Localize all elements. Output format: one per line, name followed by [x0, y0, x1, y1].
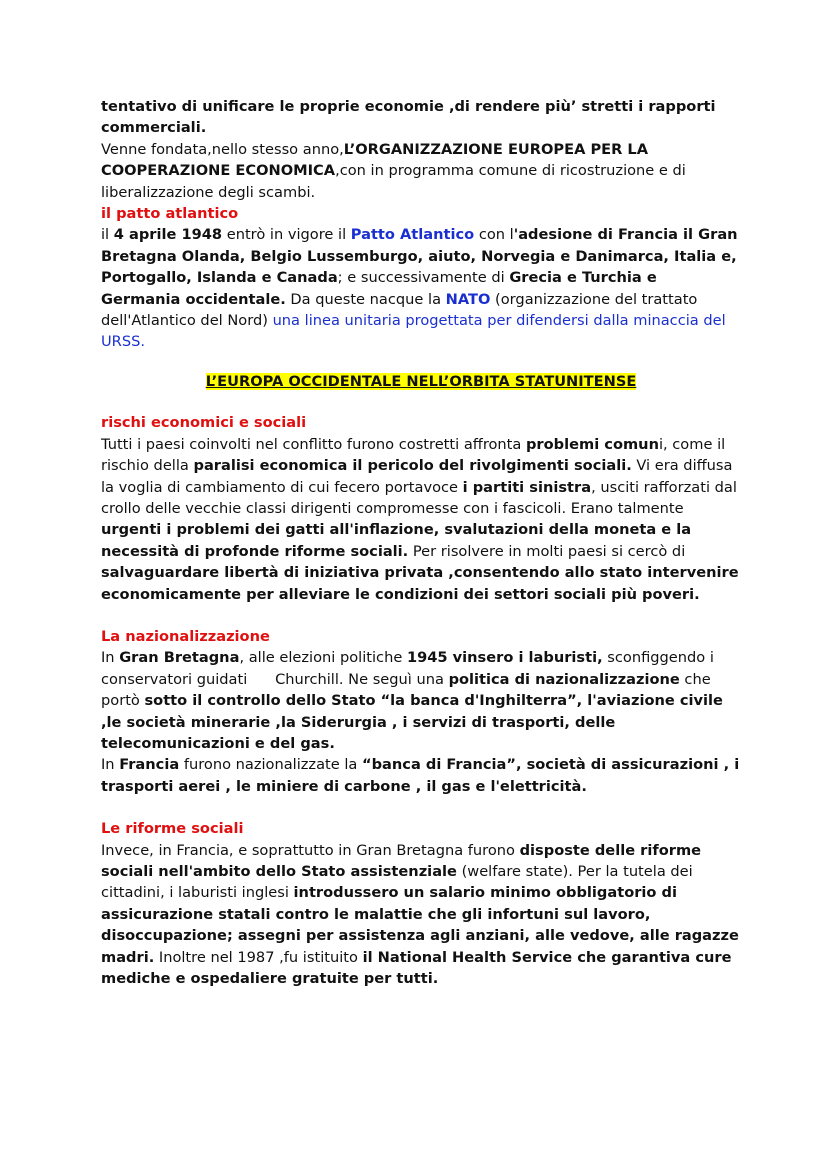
paragraph-gran-bretagna: In Gran Bretagna, alle elezioni politiche 1945 vinsero i laburisti, sconfiggendo i conservatori guidati Churchill. Ne seguì una politica di nazionalizzazione che portò sotto il controllo dello Stato “la banca d'Inghilterra”, l'aviazione civile ,le società minerarie ,la Siderurgia , i servizi di trasporti, delle telecomunicazioni e del gas.	[101, 649, 723, 752]
heading-nazionalizzazione: La nazionalizzazione	[101, 627, 270, 645]
paragraph-intro: tentativo di unificare le proprie economie ,di rendere più’ stretti i rapporti commerciali.	[101, 98, 716, 137]
document-page	[101, 96, 741, 989]
paragraph-riforme: Invece, in Francia, e soprattutto in Gran Bretagna furono disposte delle riforme sociali nell'ambito dello Stato assistenziale (welfare state). Per la tutela dei cittadini, i laburisti inglesi introdussero un salario minimo obbligatorio di assicurazione statali contro le malattie che gli infortuni sul lavoro, disoccupazione; assegni per assistenza agli anziani, alle vedove, alle ragazze madri. Inoltre nel 1987 ,fu istituito il National Health Service che garantiva cure mediche e ospedaliere gratuite per tutti.	[101, 841, 739, 988]
spacer	[101, 605, 741, 626]
paragraph-rischi: Tutti i paesi coinvolti nel conflitto furono costretti affronta problemi comuni, come il rischio della paralisi economica il pericolo del rivolgimenti sociali. Vi era diffusa la voglia di cambiamento di cui fecero portavoce i partiti sinistra, usciti rafforzati dal crollo delle vecchie classi dirigenti compromesse con i fascicoli. Erano talmente urgenti i problemi dei gatti all'inflazione, svalutazioni della moneta e la necessità di profonde riforme sociali. Per risolvere in molti paesi si cercò di salvaguardare libertà di iniziativa privata ,consentendo allo stato intervenire economicamente per alleviare le condizioni dei settori sociali più poveri.	[101, 435, 739, 603]
spacer	[101, 797, 741, 818]
heading-riforme-sociali: Le riforme sociali	[101, 820, 244, 838]
paragraph-francia: In Francia furono nazionalizzate la “banca di Francia”, società di assicurazioni , i trasporti aerei , le miniere di carbone , il gas e l'elettricità.	[101, 756, 740, 795]
paragraph-oece: Venne fondata,nello stesso anno,L’ORGANIZZAZIONE EUROPEA PER LA COOPERAZIONE ECONOMICA,con in programma comune di ricostruzione e di liberalizzazione degli scambi.	[101, 140, 686, 201]
heading-rischi: rischi economici e sociali	[101, 414, 307, 432]
paragraph-patto-atlantico: il 4 aprile 1948 entrò in vigore il Patto Atlantico con l'adesione di Francia il Gran Bretagna Olanda, Belgio Lussemburgo, aiuto, Norvegia e Danimarca, Italia e, Portogallo, Islanda e Canada; e successivamente di Grecia e Turchia e Germania occidentale. Da queste nacque la NATO (organizzazione del trattato dell'Atlantico del Nord) una linea unitaria progettata per difendersi dalla minaccia del URSS.	[101, 226, 738, 351]
section-title: L’EUROPA OCCIDENTALE NELL’ORBITA STATUNITENSE	[205, 372, 637, 390]
heading-patto-atlantico: il patto atlantico	[101, 205, 239, 223]
